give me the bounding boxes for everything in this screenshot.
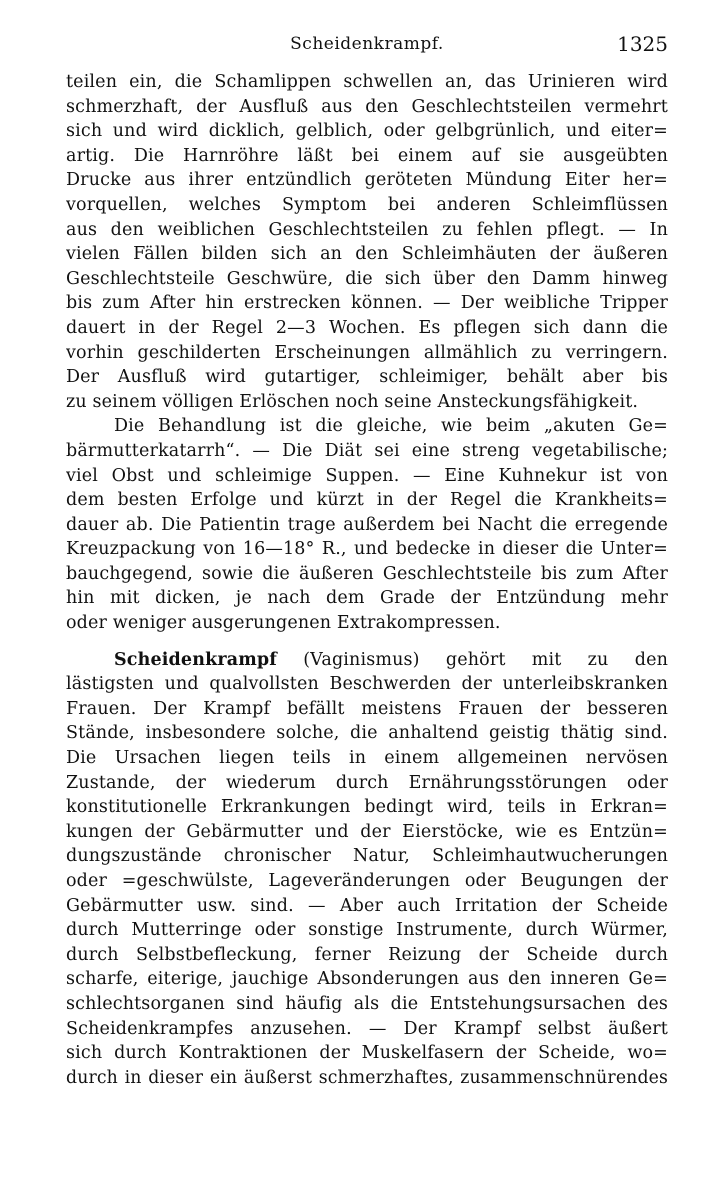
- text-line: oder weniger ausgerungenen Extrakompressen.: [66, 613, 501, 634]
- text-line: schmerzhaft, der Ausfluß aus den Geschlechtsteilen vermehrt: [66, 96, 668, 117]
- text-line: oder =geschwülste, Lageveränderungen oder Beugungen der: [66, 871, 668, 891]
- text-line: aus den weiblichen Geschlechtsteilen zu fehlen pflegt. — In: [66, 219, 668, 240]
- text-line: lästigsten und qualvollsten Beschwerden der unterleibskranken: [66, 674, 668, 695]
- text-line: durch in dieser ein äußerst schmerzhaftes, zusammenschnürendes: [66, 1067, 668, 1088]
- text-line: Frauen. Der Krampf befällt meistens Frauen der besseren: [66, 698, 668, 719]
- text-line: dungszustände chronischer Natur, Schleimhautwucherungen: [66, 846, 668, 867]
- text-line: Stände, insbesondere solche, die anhaltend geistig thätig sind.: [66, 723, 668, 744]
- body-text: [66, 70, 668, 1090]
- section-term: Scheidenkrampf: [114, 649, 277, 670]
- text-line: konstitutionelle Erkrankungen bedingt wird, teils in Erkran=: [66, 797, 668, 818]
- text-line: dem besten Erfolge und kürzt in der Regel die Krankheits=: [66, 490, 668, 511]
- text-line: Die Ursachen liegen teils in einem allgemeinen nervösen: [66, 748, 668, 769]
- text-line: bauchgegend, sowie die äußeren Geschlechtsteile bis zum After: [66, 563, 668, 584]
- text-line: artig. Die Harnröhre läßt bei einem auf sie ausgeübten: [66, 145, 668, 166]
- section-first-line: [66, 648, 668, 673]
- text-line: kungen der Gebärmutter und der Eierstöcke, wie es Entzün=: [66, 821, 668, 842]
- text-line: sich und wird dicklich, gelblich, oder gelbgrünlich, und eiter=: [66, 121, 668, 142]
- text-line: durch Selbstbefleckung, ferner Reizung der Scheide durch: [66, 944, 668, 965]
- text-line: Kreuzpackung von 16—18° R., und bedecke in dieser die Unter=: [66, 539, 668, 560]
- text-line: vielen Fällen bilden sich an den Schleimhäuten der äußeren: [66, 244, 668, 265]
- text-line: Drucke aus ihrer entzündlich geröteten Mündung Eiter her=: [66, 170, 668, 191]
- text-line: schlechtsorganen sind häufig als die Entstehungsursachen des: [66, 993, 668, 1014]
- running-head: Scheidenkrampf.: [290, 34, 444, 54]
- page-number: 1325: [617, 32, 668, 56]
- text-line: Zustande, der wiederum durch Ernährungsstörungen oder: [66, 772, 668, 793]
- text-line: durch Mutterringe oder sonstige Instrumente, durch Würmer,: [66, 920, 668, 941]
- text-line: dauert in der Regel 2—3 Wochen. Es pflegen sich dann die: [66, 317, 668, 338]
- text-line: bis zum After hin erstrecken können. — Der weibliche Tripper: [66, 293, 668, 314]
- text-line: Geschlechtsteile Geschwüre, die sich über den Damm hinweg: [66, 268, 668, 289]
- page-header: [66, 30, 668, 58]
- text-line: bärmutterkatarrh“. — Die Diät sei eine streng vegetabilische;: [66, 440, 668, 461]
- text-line: Die Behandlung ist die gleiche, wie beim „akuten Ge=: [114, 416, 668, 437]
- text-line: vorquellen, welches Symptom bei anderen Schleimflüssen: [66, 194, 668, 215]
- text-line: Scheidenkrampfes anzusehen. — Der Krampf selbst äußert: [66, 1018, 668, 1039]
- text-line: hin mit dicken, je nach dem Grade der Entzündung mehr: [66, 588, 668, 609]
- text-line: Der Ausfluß wird gutartiger, schleimiger, behält aber bis: [66, 367, 668, 388]
- text-line: scharfe, eiterige, jauchige Absonderungen aus den inneren Ge=: [66, 969, 668, 990]
- text-line: vorhin geschilderten Erscheinungen allmählich zu verringern.: [66, 342, 668, 363]
- text-line: Gebärmutter usw. sind. — Aber auch Irritation der Scheide: [66, 895, 668, 916]
- text-line: dauer ab. Die Patientin trage außerdem bei Nacht die erregende: [66, 514, 668, 535]
- text-line: teilen ein, die Schamlippen schwellen an, das Urinieren wird: [66, 72, 668, 92]
- text-line: viel Obst und schleimige Suppen. — Eine Kuhnekur ist von: [66, 465, 668, 486]
- section-first-line-rest: (Vaginismus) gehört mit zu den: [276, 649, 668, 670]
- text-line: zu seinem völligen Erlöschen noch seine Ansteckungsfähigkeit.: [66, 391, 639, 412]
- text-line: sich durch Kontraktionen der Muskelfasern der Scheide, wo=: [66, 1043, 668, 1064]
